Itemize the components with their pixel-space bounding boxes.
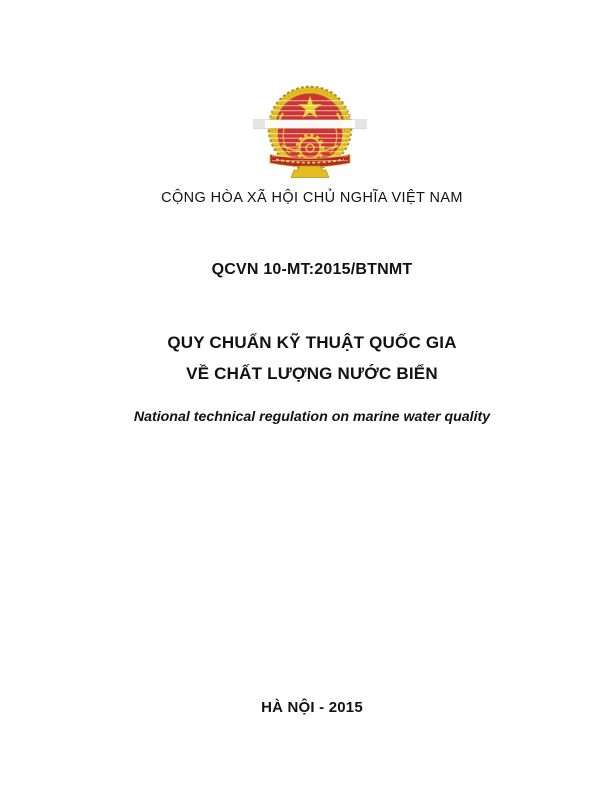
place-year-footer: HÀ NỘI - 2015 (261, 699, 363, 716)
vietnam-national-emblem-graphic (250, 84, 370, 180)
document-title-line1: QUY CHUẨN KỸ THUẬT QUỐC GIA (167, 333, 457, 352)
document-subtitle-english: National technical regulation on marine water quality (133, 409, 491, 425)
vietnam-national-emblem (250, 84, 370, 180)
document-title-line2: VỀ CHẤT LƯỢNG NƯỚC BIỂN (186, 364, 438, 383)
nation-title: CỘNG HÒA XÃ HỘI CHỦ NGHĨA VIỆT NAM (161, 190, 463, 206)
document-code: QCVN 10-MT:2015/BTNMT (211, 261, 413, 278)
